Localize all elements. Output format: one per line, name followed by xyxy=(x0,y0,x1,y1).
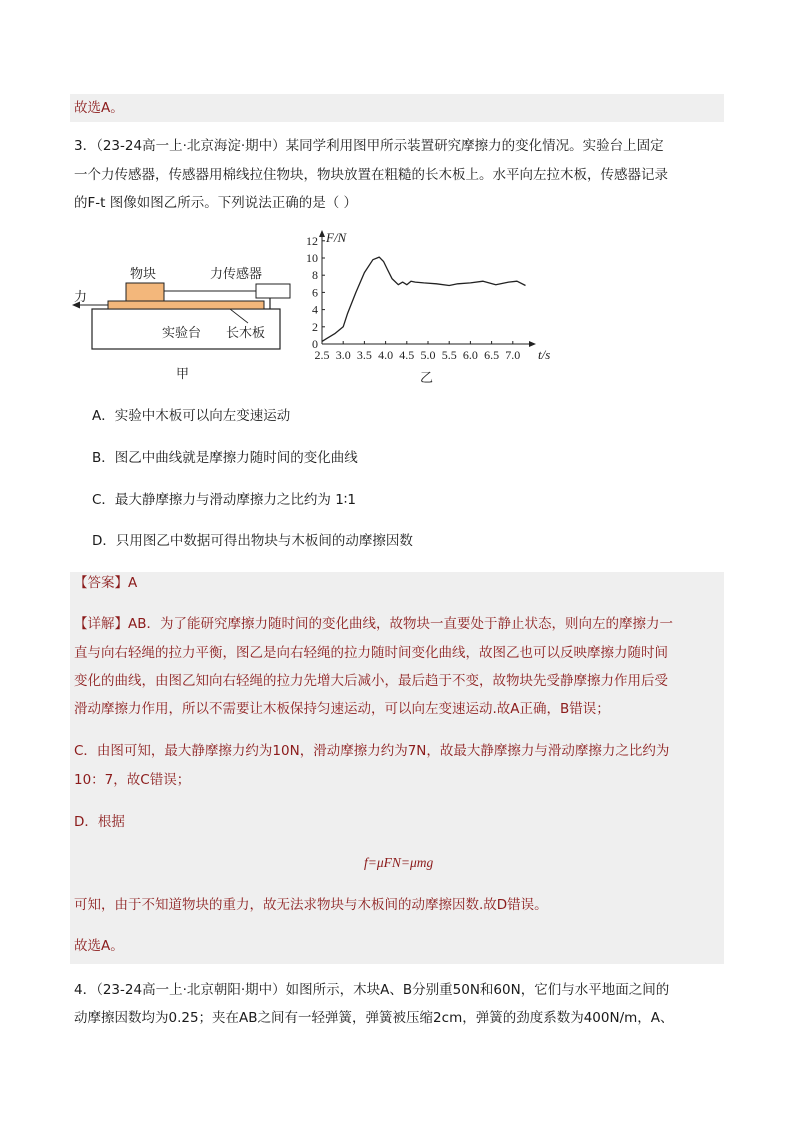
x-tick-label: 3.0 xyxy=(335,348,351,362)
y-tick-label: 6 xyxy=(312,285,318,300)
x-tick-label: 7.0 xyxy=(505,348,521,362)
option-a: A．实验中木板可以向左变速运动 xyxy=(92,408,291,424)
y-axis-label: F/N xyxy=(326,230,347,245)
x-axis-label: t/s xyxy=(538,347,551,362)
q3-line-1: 3．（23-24高一上·北京海淀·期中）某同学利用图甲所示装置研究摩擦力的变化情况。实验台上固定 xyxy=(74,138,664,154)
detail-line-2: 直与向右轻绳的拉力平衡，图乙是向右轻绳的拉力随时间变化曲线，故图乙也可以反映摩擦力随时间 xyxy=(74,645,668,661)
x-tick-label: 6.5 xyxy=(484,348,500,362)
x-tick-label: 5.0 xyxy=(420,348,436,362)
figure-jia xyxy=(70,245,300,385)
figure-yi-chart xyxy=(300,228,570,388)
y-tick-label: 0 xyxy=(312,337,318,351)
force-curve xyxy=(322,257,526,341)
x-tick-label: 5.5 xyxy=(441,348,457,362)
formula: f=μFN=μmg xyxy=(364,855,434,870)
figure-yi-caption: 乙 xyxy=(420,370,434,385)
answer-label: 【答案】A xyxy=(74,575,138,591)
x-axis-arrowhead xyxy=(529,341,536,347)
q3-line-3: 的F-t 图像如图乙所示。下列说法正确的是（ ） xyxy=(74,195,358,211)
figure-jia-caption: 甲 xyxy=(176,366,190,381)
y-tick-label: 12 xyxy=(306,233,318,248)
d-line-2: 可知，由于不知道物块的重力，故无法求物块与木板间的动摩擦因数.故D错误。 xyxy=(74,897,548,913)
detail-label: 【详解】 xyxy=(74,616,128,632)
sensor-label: 力传感器 xyxy=(210,266,263,281)
x-tick-label: 4.0 xyxy=(378,348,394,362)
y-tick-label: 4 xyxy=(312,302,318,317)
prev-answer-box xyxy=(70,94,724,122)
detail-text-1: AB．为了能研究摩擦力随时间的变化曲线，故物块一直要处于静止状态，则向左的摩擦力一 xyxy=(128,616,673,632)
d-line-1: D．根据 xyxy=(74,814,125,830)
x-tick-label: 3.5 xyxy=(356,348,372,362)
x-tick-label: 2.5 xyxy=(314,348,330,362)
block-shape xyxy=(126,283,164,301)
q4-line-1: 4．（23-24高一上·北京朝阳·期中）如图所示，木块A、B分别重50N和60N，它们与水平地面之间的 xyxy=(74,982,670,998)
y-axis-arrowhead xyxy=(319,230,325,237)
detail-line-3: 变化的曲线，由图乙知向右轻绳的拉力先增大后减小，最后趋于不变，故物块先受静摩擦力作用后受 xyxy=(74,673,668,689)
y-tick-label: 2 xyxy=(312,319,318,334)
detail-line-4: 滑动摩擦力作用，所以不需要让木板保持匀速运动，可以向左变速运动.故A正确，B错误； xyxy=(74,701,610,717)
sensor-shape xyxy=(256,284,290,298)
option-c: C．最大静摩擦力与滑动摩擦力之比约为 1∶1 xyxy=(92,492,356,508)
q3-line-2: 一个力传感器，传感器用棉线拉住物块，物块放置在粗糙的长木板上。水平向左拉木板，传感器记录 xyxy=(74,167,668,183)
y-tick-label: 8 xyxy=(312,268,318,283)
x-tick-label: 4.5 xyxy=(399,348,415,362)
c-line-2: 10：7，故C错误； xyxy=(74,772,191,788)
option-b: B．图乙中曲线就是摩擦力随时间的变化曲线 xyxy=(92,450,358,466)
y-tick-label: 10 xyxy=(306,251,318,265)
force-label: 力 xyxy=(74,289,88,304)
x-tick-label: 6.0 xyxy=(462,348,478,362)
detail-line-1 xyxy=(74,614,673,634)
board-shape xyxy=(108,301,264,309)
option-d: D．只用图乙中数据可得出物块与木板间的动摩擦因数 xyxy=(92,533,413,549)
final-answer: 故选A。 xyxy=(74,938,124,954)
prev-answer-text: 故选A。 xyxy=(74,100,124,116)
block-label: 物块 xyxy=(130,266,157,281)
q4-line-2: 动摩擦因数均为0.25；夹在AB之间有一轻弹簧，弹簧被压缩2cm，弹簧的劲度系数为400N/m，A、 xyxy=(74,1010,674,1026)
board-label: 长木板 xyxy=(226,325,266,340)
c-line-1: C．由图可知，最大静摩擦力约为10N，滑动摩擦力约为7N，故最大静摩擦力与滑动摩擦力之比约为 xyxy=(74,743,670,759)
table-label: 实验台 xyxy=(162,325,202,340)
